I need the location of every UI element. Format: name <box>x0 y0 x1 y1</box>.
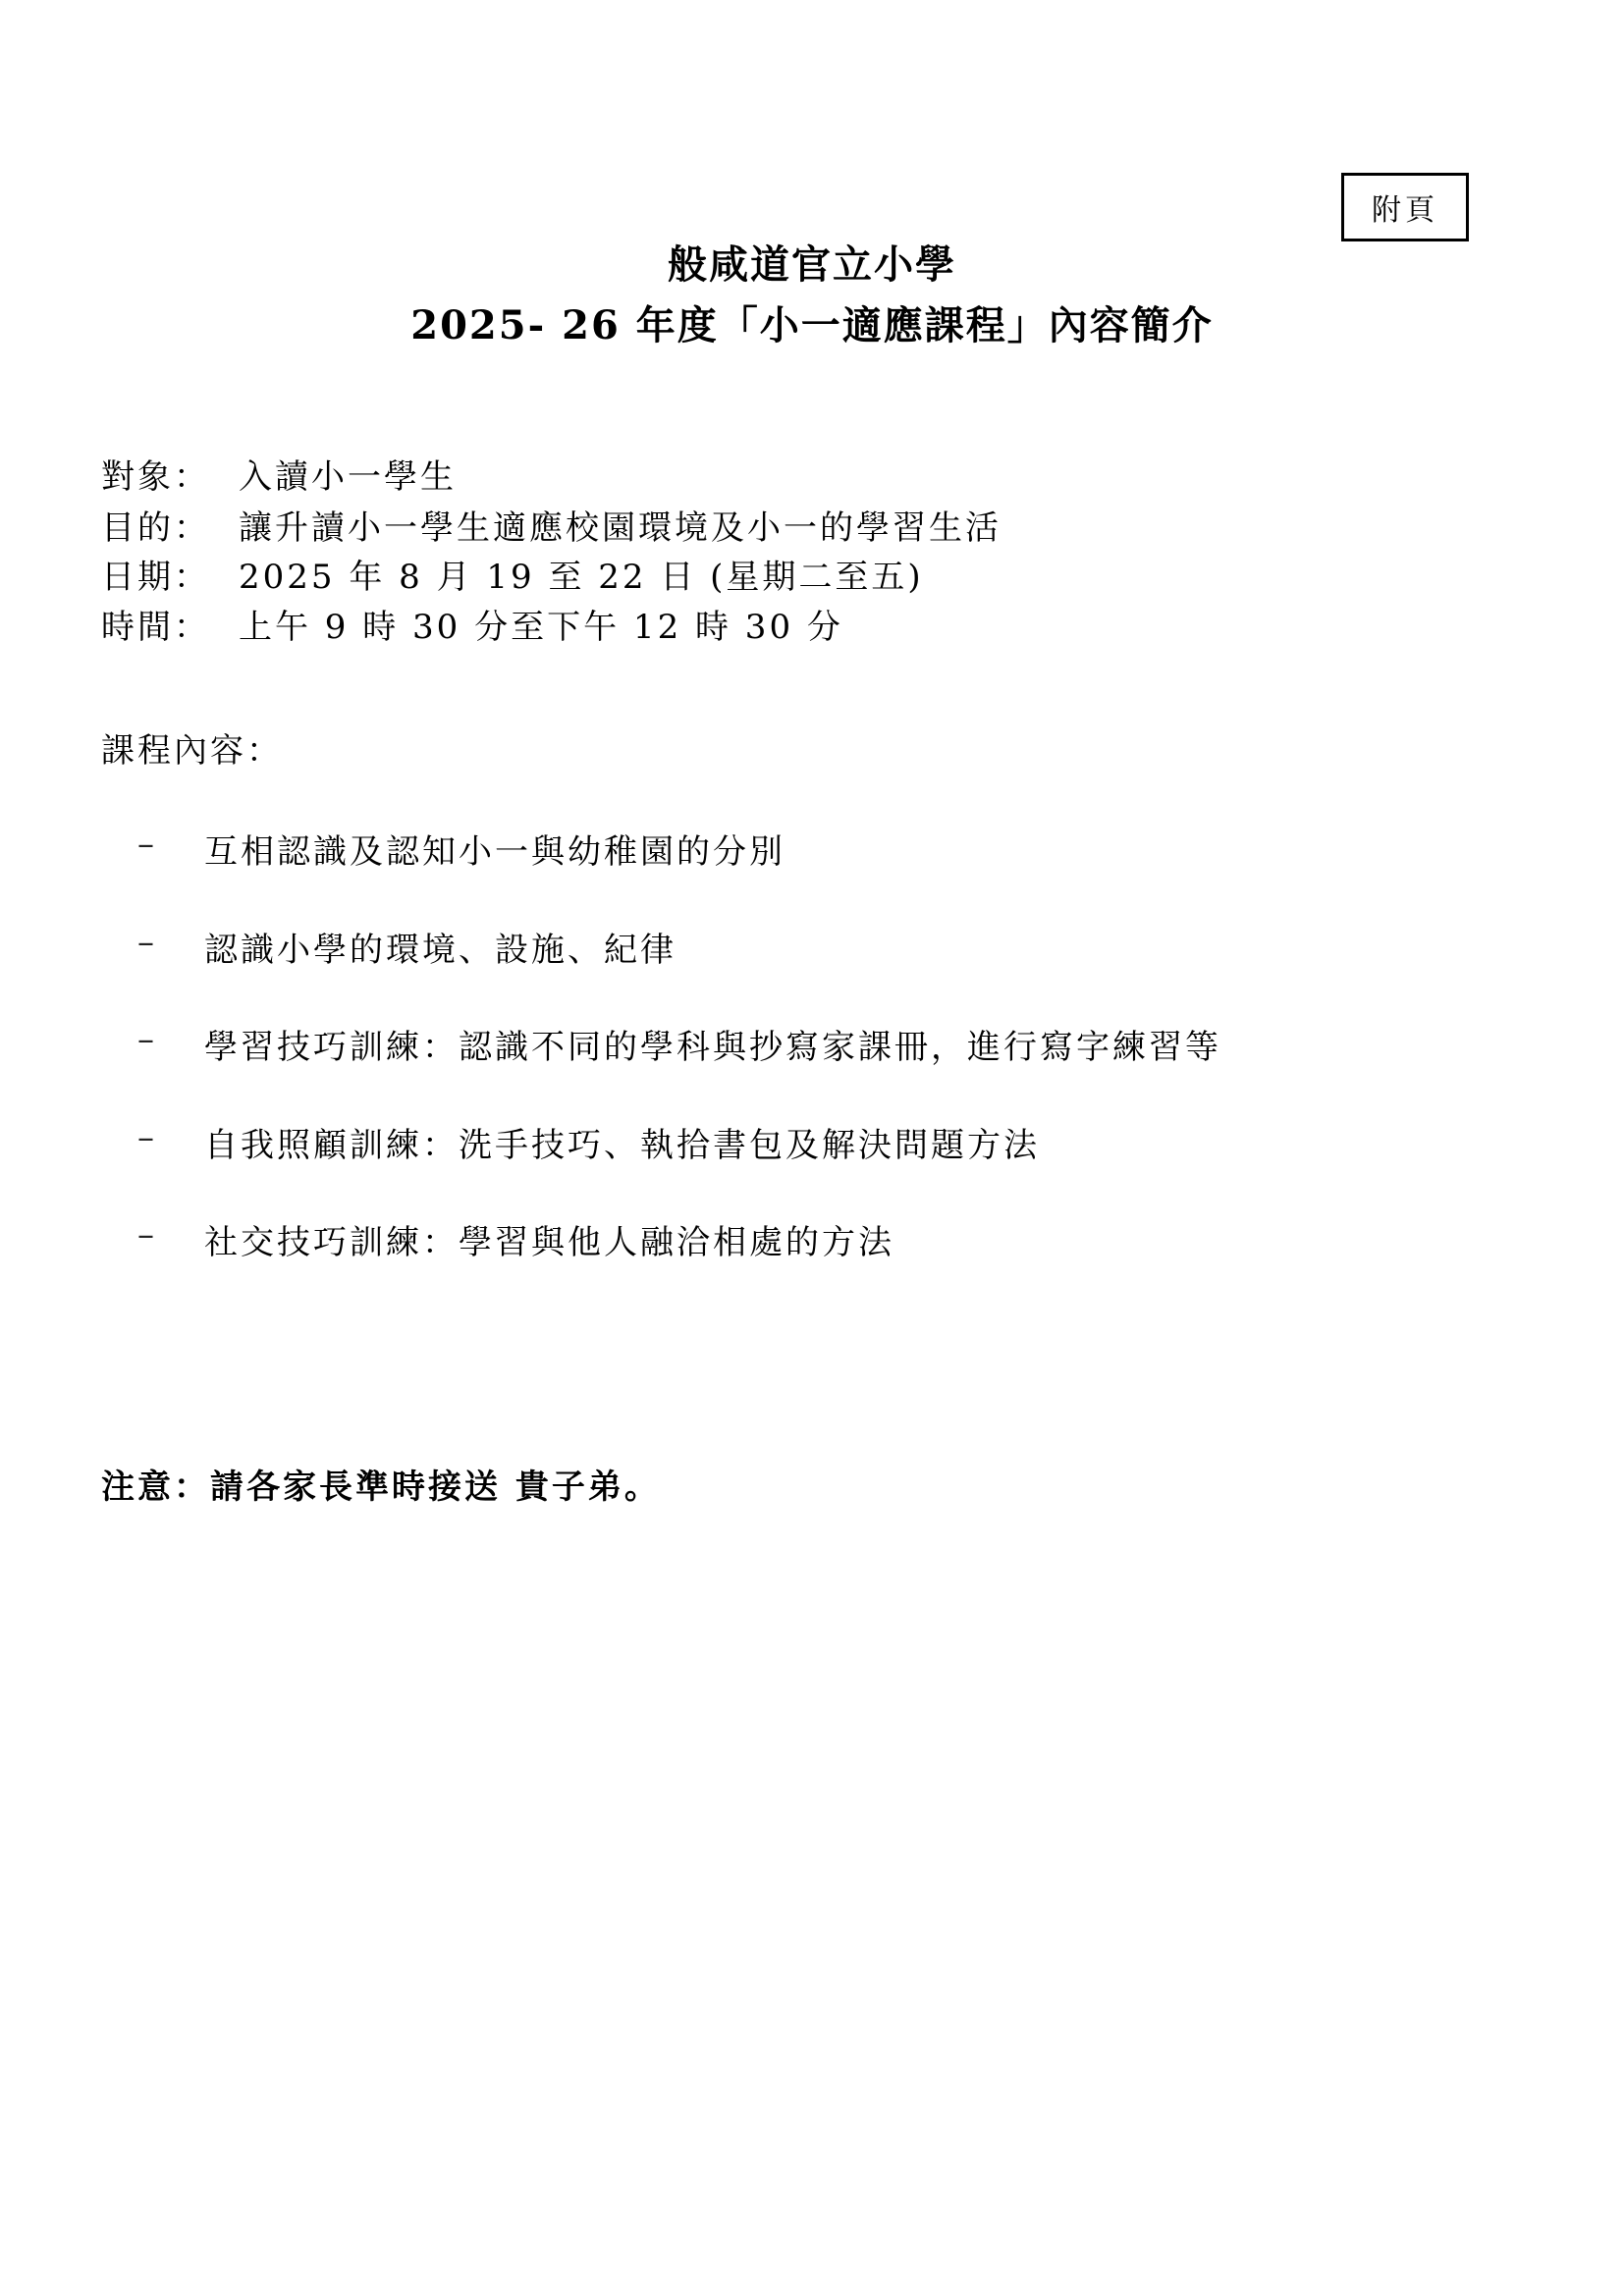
info-row-time <box>101 600 843 648</box>
list-item-text: 自我照顧訓練：洗手技巧、執拾書包及解決問題方法 <box>204 1126 1040 1165</box>
list-item <box>137 1215 894 1263</box>
course-content-heading: 課程內容： <box>101 731 283 771</box>
list-item <box>137 923 677 971</box>
dash-bullet-icon: – <box>137 1215 157 1255</box>
info-value: 上午 9 時 30 分至下午 12 時 30 分 <box>239 608 843 647</box>
list-item-text: 認識小學的環境、設施、紀律 <box>204 931 677 970</box>
list-item <box>137 825 785 873</box>
dash-bullet-icon: – <box>137 825 157 864</box>
list-item-text: 互相認識及認知小一與幼稚園的分別 <box>204 832 785 872</box>
info-value: 讓升讀小一學生適應校園環境及小一的學習生活 <box>239 508 1001 548</box>
parent-notice: 注意：請各家長準時接送 貴子弟。 <box>101 1468 661 1507</box>
info-value: 2025 年 8 月 19 至 22 日 (星期二至五) <box>239 558 924 597</box>
school-name: 般咸道官立小學 <box>668 241 956 288</box>
list-item-text: 學習技巧訓練：認識不同的學科與抄寫家課冊，進行寫字練習等 <box>204 1028 1221 1067</box>
info-label: 目的： <box>101 508 210 548</box>
dash-bullet-icon: – <box>137 1118 157 1157</box>
info-row-date <box>101 550 924 598</box>
course-title: 2025- 26 年度「小一適應課程」內容簡介 <box>410 302 1214 348</box>
info-row-purpose <box>101 501 1001 549</box>
list-item-text: 社交技巧訓練：學習與他人融洽相處的方法 <box>204 1223 894 1262</box>
list-item <box>137 1118 1040 1166</box>
info-value: 入讀小一學生 <box>239 457 457 497</box>
info-label: 對象： <box>101 457 210 497</box>
info-label: 日期： <box>101 558 210 597</box>
annex-label: 附頁 <box>1341 173 1469 241</box>
info-row-target <box>101 450 457 498</box>
dash-bullet-icon: – <box>137 1020 157 1059</box>
list-item <box>137 1020 1221 1068</box>
info-label: 時間： <box>101 608 210 647</box>
dash-bullet-icon: – <box>137 923 157 962</box>
